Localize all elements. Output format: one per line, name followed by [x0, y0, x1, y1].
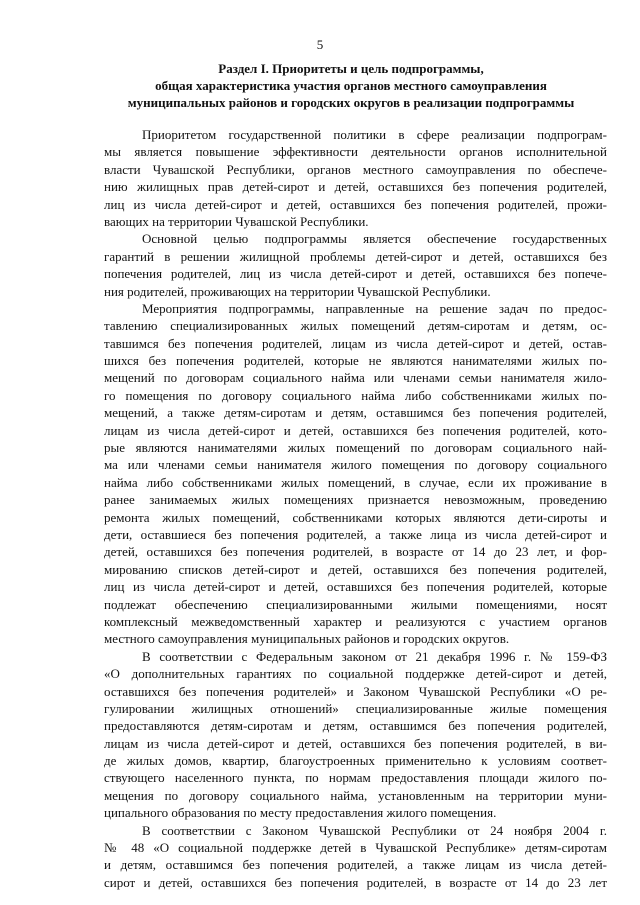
text-line: лицам из числа детей-сирот и детей, оставшихся без попечения родителей, кото- [104, 422, 607, 438]
text-line: ма или членами семьи нанимателя жилого помещения по договору социального [104, 457, 607, 473]
text-line: мещений, а также детям-сиротам и детям, оставшимся без попечения родителей, [104, 405, 607, 421]
text-line: В соответствии с Законом Чувашской Республики от 24 ноября 2004 г. [142, 822, 607, 838]
heading-line: муниципальных районов и городских округов в реализации подпрограммы [127, 95, 575, 110]
text-line: Основной целью подпрограммы является обеспечение государственных [142, 231, 607, 247]
text-line: де жилых домов, квартир, благоустроенных применительно к условиям соответ- [104, 753, 607, 769]
page-number: 5 [316, 37, 324, 52]
text-line: подлежат обеспечению специализированными жилыми помещениями, носят [104, 596, 607, 612]
heading-line: Раздел I. Приоритеты и цель подпрограммы, [218, 61, 484, 76]
text-line: рые являются нанимателями жилых помещений по договорам социального най- [104, 440, 607, 456]
paragraph [104, 126, 607, 230]
text-line: мещений по договорам социального найма или членами семьи нанимателя жило- [104, 370, 607, 386]
text-line: гарантий в решении жилищной проблемы детей-сирот и детей, оставшихся без [104, 248, 607, 264]
text-line: мированию списков детей-сирот и детей, оставшихся без попечения родителей, [104, 561, 607, 577]
text-line: лицам из числа детей-сирот и детей, оставшихся без попечения родителей, в ви- [104, 735, 607, 751]
text-line: № 48 «О социальной поддержке детей в Чувашской Республике» детям-сиротам [104, 840, 607, 856]
heading-line: общая характеристика участия органов местного самоуправления [155, 78, 547, 93]
text-line: гулировании жилищных отношений» специализированные жилые помещения [104, 700, 607, 716]
paragraph [104, 230, 607, 300]
text-line: тавшимся без попечения родителей, лицам из числа детей-сирот и детей, остав- [104, 335, 607, 351]
text-line: В соответствии с Федеральным законом от 21 декабря 1996 г. № 159-ФЗ [142, 648, 607, 664]
text-line: вающих на территории Чувашской Республики. [104, 213, 369, 229]
body-text [104, 126, 607, 891]
text-line: комплексный межведомственный характер и реализуются с участием органов [104, 613, 607, 629]
text-line: попечения родителей, лиц из числа детей-сирот и детей, оставшихся без попече- [104, 266, 607, 282]
text-line: «О дополнительных гарантиях по социальной поддержке детей-сирот и детей, [104, 666, 607, 682]
text-line: мещения по договору социального найма, установленным на территории муни- [104, 787, 607, 803]
text-line: власти Чувашской Республики, органов местного самоуправления по обеспече- [104, 161, 607, 177]
text-line: ния родителей, проживающих на территории Чувашской Республики. [104, 283, 491, 299]
text-line: лиц из числа детей-сирот и детей, оставшихся без попечения родителей, прожи- [104, 196, 607, 212]
text-line: детей, оставшихся без попечения родителей, в возрасте от 14 до 23 лет, и фор- [104, 544, 607, 560]
text-line: ствующего населенного пункта, по нормам предоставления площади жилого по- [104, 770, 607, 786]
text-line: оставшихся без попечения родителей» и Законом Чувашской Республики «О ре- [104, 683, 607, 699]
text-line: нию жилищных прав детей-сирот и детей, оставшихся без попечения родителей, [104, 179, 607, 195]
section-heading [95, 60, 607, 111]
text-line: сирот и детей, оставшихся без попечения родителей, в возрасте от 14 до 23 лет [104, 874, 607, 890]
text-line: ципального образования по месту предоставления жилого помещения. [104, 805, 497, 821]
text-line: предоставляются детям-сиротам и детям, оставшимся без попечения родителей, [104, 718, 607, 734]
text-line: найма либо собственниками жилых помещений, в случае, если их проживание в [104, 474, 607, 490]
paragraph [104, 648, 607, 822]
text-line: Приоритетом государственной политики в сфере реализации подпрограм- [142, 127, 607, 142]
text-line: лиц из числа детей-сирот и детей, оставшихся без попечения родителей, которые [104, 579, 607, 595]
text-line: и детям, оставшимся без попечения родителей, а также лицам из числа детей- [104, 857, 607, 873]
text-line: Мероприятия подпрограммы, направленные на решение задач по предос- [142, 300, 607, 316]
text-line: мы является повышение эффективности деятельности органов исполнительной [104, 144, 607, 160]
text-line: тавлению специализированных жилых помещений детям-сиротам и детям, ос- [104, 318, 607, 334]
text-line: местного самоуправления муниципальных районов и городских округов. [104, 631, 510, 647]
text-line: ремонта жилых помещений, собственниками которых являются дети-сироты и [104, 509, 607, 525]
text-line: дети, оставшиеся без попечения родителей, а также лица из числа детей-сирот и [104, 526, 607, 542]
paragraph [104, 300, 607, 648]
text-line: ранее занимаемых жилых помещениях признается невозможным, проведению [104, 492, 607, 508]
text-line: го помещения по договору социального найма либо собственниками жилых по- [104, 387, 607, 403]
text-line: шихся без попечения родителей, которые не являются нанимателями жилых по- [104, 353, 607, 369]
paragraph [104, 822, 607, 892]
